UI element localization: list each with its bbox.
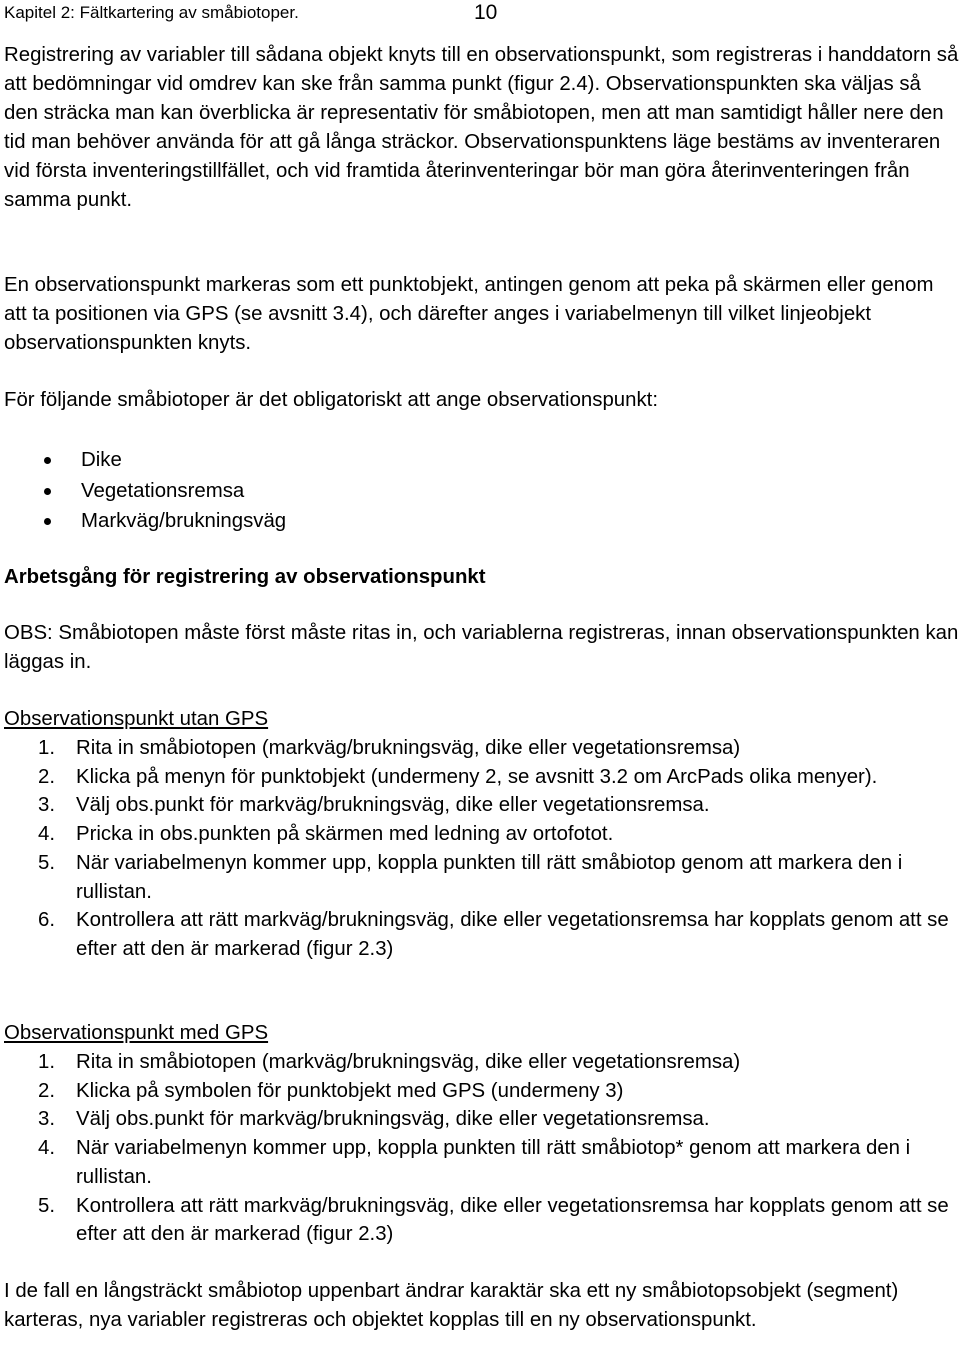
bullet-icon [44,457,51,464]
step-text: Kontrollera att rätt markväg/brukningsväg, dike eller vegetationsremsa har kopplats genom att se efter att den är markerad (figur 2.3) [76,1194,949,1246]
obs-note-paragraph: OBS: Småbiotopen måste först måste ritas in, och variablerna registreras, innan observationspunkten kan läggas in. [4,622,959,673]
list-item [4,476,286,507]
step-number: 1. [38,737,56,759]
mandatory-intro-paragraph: För följande småbiotoper är det obligatoriskt att ange observationspunkt: [4,389,659,411]
list-item [4,820,960,849]
list-item [4,791,960,820]
closing-paragraph: I de fall en långsträckt småbiotop uppenbart ändrar karaktär ska ett ny småbiotopsobjekt (segment) karteras, nya variabler registreras och objektet kopplas till en ny observationspunkt. [4,1280,899,1331]
with-gps-steps [4,1048,960,1249]
step-number: 2. [38,765,56,788]
step-number: 3. [38,794,56,817]
step-text: Pricka in obs.punkten på skärmen med ledning av ortofotot. [76,823,614,846]
step-text: När variabelmenyn kommer upp, koppla punkten till rätt småbiotop* genom att markera den i rullistan. [76,1137,911,1188]
biotope-bullet-list [4,445,286,537]
page-number: 10 [474,1,498,24]
list-item [4,1077,960,1106]
step-text: Välj obs.punkt för markväg/brukningsväg, dike eller vegetationsremsa. [76,1108,710,1131]
intro-paragraph: Registrering av variabler till sådana objekt knyts till en observationspunkt, som registreras i handdatorn så att bedömningar vid omdrev kan ske från samma punkt (figur 2.4). Observationspunkten ska väljas så den sträcka man kan överblicka är representativ för småbiotopen, men att man samtidigt håller nere den tid man behöver använda för att gå långa sträckor. Observationspunktens läge bestäms av inventeraren vid första inventeringstillfället, och vid framtida återinventeringar bör man göra återinventeringen från samma punkt. [4,44,959,211]
list-item [4,849,960,906]
step-text: Kontrollera att rätt markväg/brukningsväg, dike eller vegetationsremsa har kopplats genom att se efter att den är markerad (figur 2.3) [76,909,949,960]
step-number: 4. [38,823,56,846]
step-number: 6. [38,909,56,932]
step-number: 3. [38,1108,56,1131]
bullet-label: Vegetationsremsa [81,479,245,502]
step-text: Rita in småbiotopen (markväg/brukningsväg, dike eller vegetationsremsa) [76,737,741,759]
without-gps-steps [4,734,960,964]
bullet-label: Markväg/brukningsväg [81,510,287,532]
list-item [4,906,960,963]
step-text: Klicka på symbolen för punktobjekt med GPS (undermeny 3) [76,1079,624,1102]
list-item [4,1134,960,1191]
without-gps-heading: Observationspunkt utan GPS [4,708,269,730]
step-number: 5. [38,1194,56,1217]
bullet-icon [44,518,51,525]
step-text: När variabelmenyn kommer upp, koppla punkten till rätt småbiotop genom att markera den i rullistan. [76,851,903,903]
list-item [4,734,960,763]
list-item [4,1192,960,1249]
step-number: 4. [38,1137,56,1160]
list-item [4,763,960,792]
step-text: Välj obs.punkt för markväg/brukningsväg, dike eller vegetationsremsa. [76,794,710,817]
bullet-icon [44,488,51,495]
step-text: Rita in småbiotopen (markväg/brukningsväg, dike eller vegetationsremsa) [76,1051,741,1073]
step-number: 5. [38,851,56,874]
list-item [4,445,286,476]
with-gps-heading: Observationspunkt med GPS [4,1022,269,1044]
step-text: Klicka på menyn för punktobjekt (undermeny 2, se avsnitt 3.2 om ArcPads olika menyer). [76,765,878,788]
list-item [4,506,286,537]
workflow-heading: Arbetsgång för registrering av observationspunkt [4,566,486,588]
marking-paragraph: En observationspunkt markeras som ett punktobjekt, antingen genom att peka på skärmen eller genom att ta positionen via GPS (se avsnitt 3.4), och därefter anges i variabelmenyn till vilket linjeobjekt observationspunkten knyts. [4,274,934,354]
list-item [4,1048,960,1077]
chapter-header: Kapitel 2: Fältkartering av småbiotoper. [4,3,299,22]
list-item [4,1105,960,1134]
step-number: 1. [38,1051,56,1073]
step-number: 2. [38,1079,56,1102]
bullet-label: Dike [81,449,122,471]
